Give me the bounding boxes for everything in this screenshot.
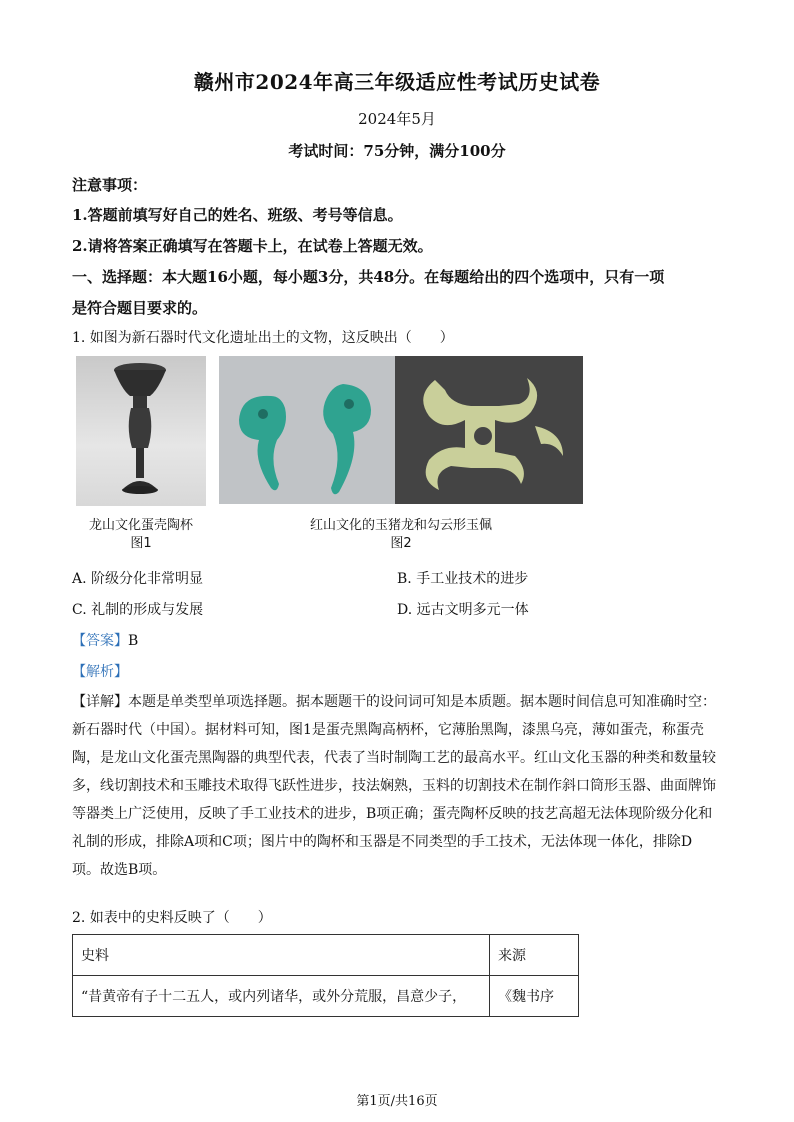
section-heading-line-2: 是符合题目要求的。 bbox=[72, 299, 208, 317]
figure-2-label: 图2 bbox=[390, 536, 412, 551]
source-table bbox=[72, 934, 579, 1017]
jade-pig-dragon-image bbox=[219, 356, 395, 504]
option-a: A. 阶级分化非常明显 bbox=[72, 571, 204, 587]
table-header-cell: 来源 bbox=[490, 935, 579, 976]
option-c: C. 礼制的形成与发展 bbox=[72, 602, 204, 618]
notes-item-2: 2.请将答案正确填写在答题卡上，在试卷上答题无效。 bbox=[72, 237, 433, 255]
answer-line bbox=[72, 630, 138, 650]
figure-2b-photo bbox=[395, 356, 583, 504]
section-heading-line-1: 一、选择题：本大题16小题，每小题3分，共48分。在每题给出的四个选项中，只有一项 bbox=[72, 268, 665, 286]
detail-line-4: 多，线切割技术和玉雕技术取得飞跃性进步，技法娴熟，玉料的切割技术在制作斜口筒形玉器、曲面牌饰 bbox=[72, 778, 716, 794]
detail-paragraph bbox=[72, 688, 724, 884]
table-header-cell: 史料 bbox=[73, 935, 490, 976]
detail-line-7: 项。故选B项。 bbox=[72, 862, 167, 878]
table-row bbox=[73, 976, 579, 1017]
figure-2-caption: 红山文化的玉猪龙和勾云形玉佩 bbox=[309, 518, 492, 533]
detail-line-6: 礼制的形成，排除A项和C项；图片中的陶杯和玉器是不同类型的手工技术，无法体现一体化，排除D bbox=[72, 834, 693, 850]
question-2-stem: 2. 如表中的史料反映了（ ） bbox=[72, 910, 272, 926]
answer-tag: 【答案】 bbox=[72, 633, 128, 649]
analysis-line bbox=[72, 661, 128, 681]
page-footer: 第1页/共16页 bbox=[356, 1094, 438, 1109]
question-1-stem: 1. 如图为新石器时代文化遗址出土的文物，这反映出（ ） bbox=[72, 330, 454, 346]
answer-value: B bbox=[128, 633, 139, 649]
figure-2a-photo bbox=[219, 356, 395, 504]
figure-1-caption: 龙山文化蛋壳陶杯 bbox=[88, 518, 193, 533]
detail-line-5: 等器类上广泛使用，反映了手工业技术的进步，B项正确；蛋壳陶杯反映的技艺高超无法体现阶级分化和 bbox=[72, 806, 713, 822]
table-cell: “昔黄帝有子十二五人，或内列诸华，或外分荒服，昌意少子， bbox=[73, 976, 490, 1017]
exam-time: 考试时间：75分钟，满分100分 bbox=[288, 142, 506, 160]
table-header-row bbox=[73, 935, 579, 976]
figure-1-label: 图1 bbox=[130, 536, 152, 551]
analysis-tag: 【解析】 bbox=[72, 664, 128, 680]
detail-line-1: 【详解】本题是单类型单项选择题。据本题题干的设问词可知是本质题。据本题时间信息可知准确时空： bbox=[72, 694, 716, 710]
option-b: B. 手工业技术的进步 bbox=[397, 571, 529, 587]
eggshell-cup-image bbox=[76, 356, 206, 506]
detail-line-3: 陶，是龙山文化蛋壳黑陶器的典型代表，代表了当时制陶工艺的最高水平。红山文化玉器的种类和数量较 bbox=[72, 750, 716, 766]
notes-item-1: 1.答题前填写好自己的姓名、班级、考号等信息。 bbox=[72, 206, 403, 224]
detail-tag: 【详解】 bbox=[72, 694, 128, 710]
exam-date: 2024年5月 bbox=[358, 110, 436, 128]
figure-1-photo bbox=[76, 356, 206, 506]
table-cell: 《魏书序 bbox=[490, 976, 579, 1017]
detail-line-2: 新石器时代（中国）。据材料可知，图1是蛋壳黑陶高柄杯，它薄胎黑陶，漆黑乌亮，薄如蛋壳，称蛋壳 bbox=[72, 722, 704, 738]
page-title: 赣州市2024年高三年级适应性考试历史试卷 bbox=[193, 70, 601, 94]
option-d: D. 远古文明多元一体 bbox=[397, 602, 529, 618]
notes-heading: 注意事项： bbox=[72, 176, 148, 194]
cloud-pendant-image bbox=[395, 356, 583, 504]
